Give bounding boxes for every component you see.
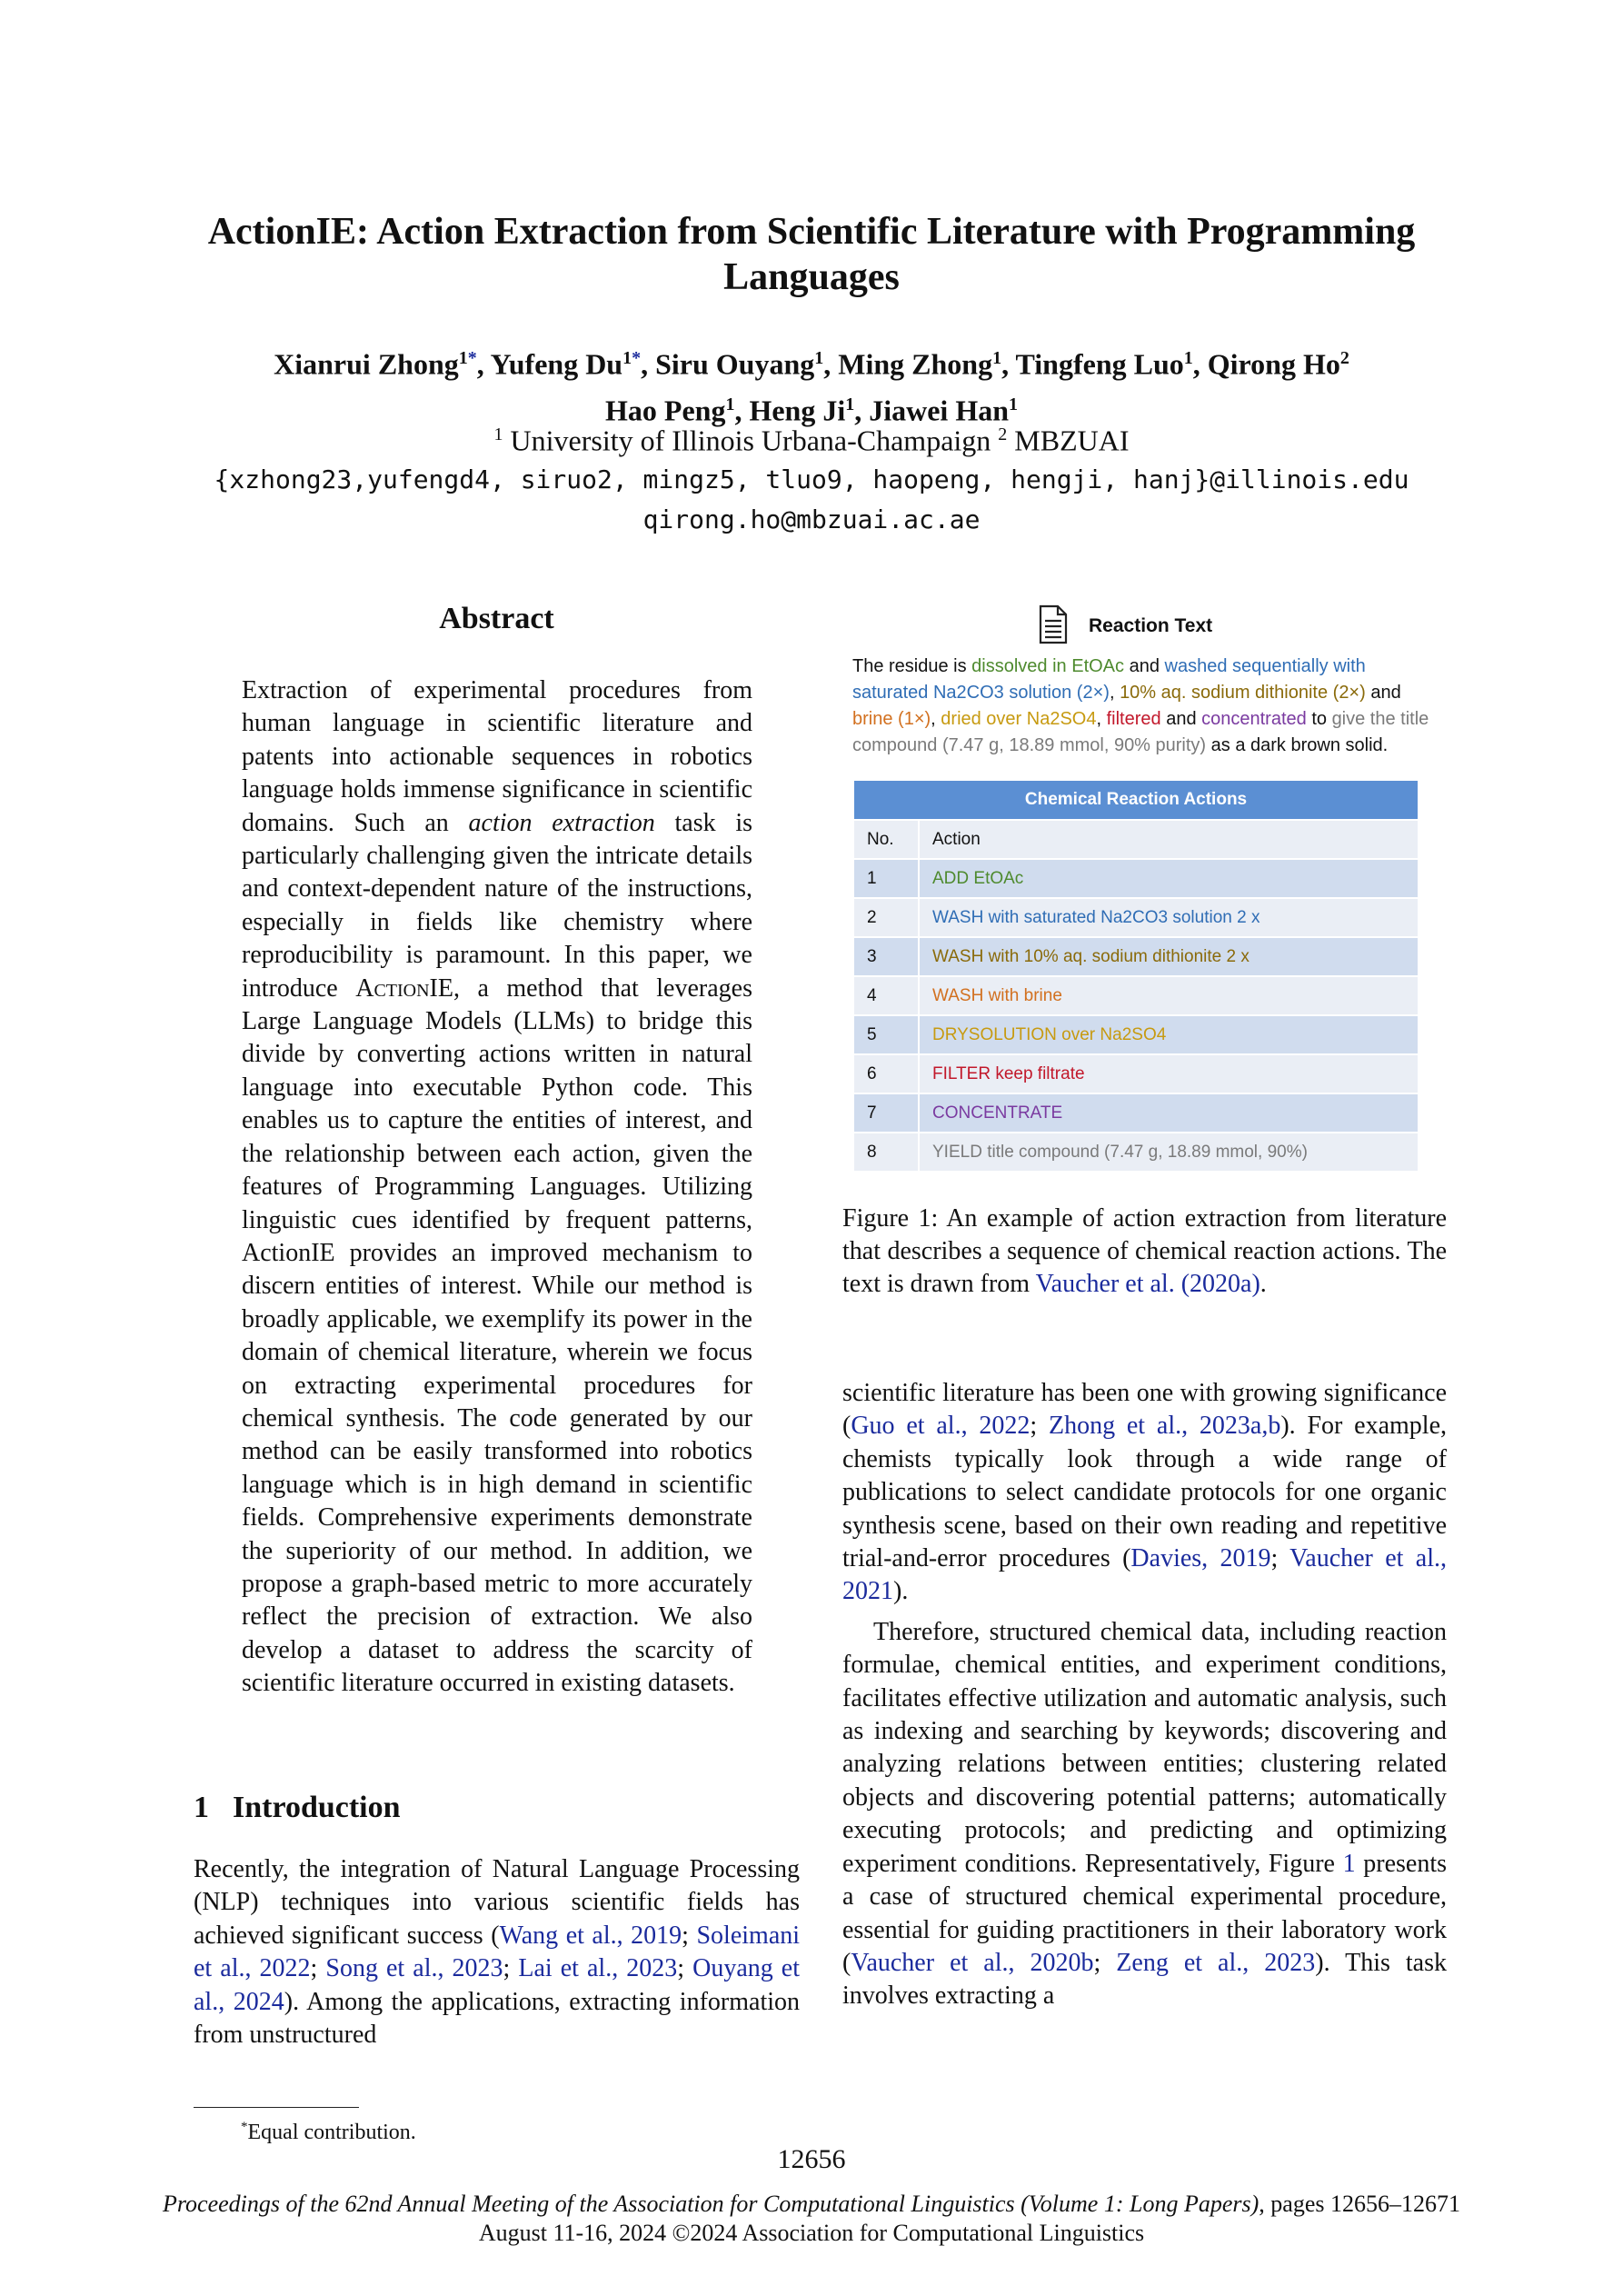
copyright-line: August 11-16, 2024 ©2024 Association for Computational Linguistics (478, 2220, 1145, 2246)
action-text: ADD EtOAc (919, 859, 1419, 898)
reaction-text-segment: filtered (1106, 709, 1161, 729)
footnote-rule (194, 2107, 359, 2108)
intro-paragraph (194, 1853, 800, 2051)
body-text: ). (893, 1577, 909, 1606)
abstract-body (242, 674, 752, 1701)
author-name: Ming Zhong (838, 347, 993, 381)
author-separator: , (823, 347, 839, 381)
chemical-reaction-actions-table (852, 779, 1419, 1173)
reaction-text-segment: to (1306, 709, 1332, 729)
author-affiliation-mark: 2 (1339, 348, 1349, 368)
body-text: presents a case of structured chemical experimental procedure, essential for guiding practitioners in their laboratory work ( (842, 1849, 1447, 1977)
author-separator: , (476, 347, 491, 381)
section-number: 1 (194, 1791, 209, 1824)
author-name: Hao Peng (605, 394, 726, 427)
abstract-italic-term: action extraction (468, 808, 655, 837)
paragraph (842, 1377, 1447, 1609)
paragraph (842, 1616, 1447, 2013)
abstract-text-1: Extraction of experimental procedures from human language in scientific literature and patents into actionable sequences in robotics language holds immense significance in scientific domains. Such an (242, 676, 752, 837)
reaction-text-segment: , (931, 709, 941, 729)
footnote-mark: * (241, 2120, 248, 2134)
table-row (853, 1054, 1419, 1093)
column-header-no: No. (853, 820, 919, 859)
reaction-text-segment: as a dark brown solid. (1206, 735, 1389, 755)
table-row (853, 976, 1419, 1015)
section-title: Introduction (233, 1791, 401, 1824)
reaction-text-segment: and (1365, 683, 1401, 703)
method-name-smallcaps: Action (355, 973, 430, 1003)
proceedings-footer (0, 2190, 1623, 2248)
citation-link[interactable]: Vaucher et al., 2021 (842, 1544, 1447, 1606)
reaction-text-body (852, 654, 1434, 759)
action-text: WASH with saturated Na2CO3 solution 2 x (919, 898, 1419, 937)
email-block (136, 460, 1487, 540)
action-text: FILTER keep filtrate (919, 1054, 1419, 1093)
author-name: Qirong Ho (1207, 347, 1340, 381)
caption-text: . (1260, 1270, 1267, 1298)
table-row (853, 937, 1419, 976)
equal-contribution-mark[interactable]: * (632, 348, 642, 368)
affiliation-1-name: University of Illinois Urbana-Champaign (510, 424, 991, 457)
email-line-2[interactable]: qirong.ho@mbzuai.ac.ae (642, 504, 981, 534)
action-text: WASH with 10% aq. sodium dithionite 2 x (919, 937, 1419, 976)
author-name: Tingfeng Luo (1015, 347, 1184, 381)
reaction-text-segment: dried over Na2SO4 (941, 709, 1097, 729)
author-name: Siru Ouyang (655, 347, 815, 381)
citation-separator: ; (677, 1954, 693, 1983)
citation-separator: ; (310, 1954, 326, 1983)
table-row (853, 1015, 1419, 1054)
citation-link[interactable]: Vaucher et al., 2020b (851, 1948, 1094, 1977)
reaction-text-segment: brine (1×) (852, 709, 931, 729)
intro-text: ). Among the applications, extracting information from unstructured (194, 1987, 801, 2050)
table-row (853, 859, 1419, 898)
author-name: Yufeng Du (490, 347, 623, 381)
body-text: ). This task involves extracting a (842, 1948, 1448, 2011)
citation-link[interactable]: Zeng et al., 2023 (1116, 1948, 1316, 1977)
equal-contribution-mark[interactable]: * (467, 348, 477, 368)
action-text: DRYSOLUTION over Na2SO4 (919, 1015, 1419, 1054)
reaction-text-segment: The residue is (852, 656, 972, 676)
reaction-text-segment: and (1160, 709, 1202, 729)
citation-separator: ; (682, 1921, 697, 1950)
page-number: 12656 (777, 2144, 846, 2174)
author-name: Heng Ji (749, 394, 846, 427)
action-text: YIELD title compound (7.47 g, 18.89 mmol, 90%) (919, 1133, 1419, 1172)
figure-caption (842, 1203, 1447, 1301)
reaction-text-segment: , (1096, 709, 1107, 729)
author-separator: , (1001, 347, 1016, 381)
author-affiliation-mark: 1 (622, 348, 632, 368)
author-affiliation-mark: 1 (1183, 348, 1193, 368)
reaction-text-segment: concentrated (1201, 709, 1307, 729)
table-header-row (853, 820, 1419, 859)
author-affiliation-mark: 1 (725, 394, 735, 414)
footnote (194, 2113, 416, 2146)
action-number: 2 (853, 898, 919, 937)
right-column-text (842, 1377, 1447, 2013)
reaction-text-segment: and (1124, 656, 1165, 676)
citation-separator: ; (503, 1954, 519, 1983)
table-row (853, 1133, 1419, 1172)
figure-ref-link[interactable]: 1 (1342, 1849, 1356, 1878)
author-affiliation-mark: 1 (992, 348, 1002, 368)
body-text: Therefore, structured chemical data, including reaction formulae, chemical entities, and experiment conditions, facilitates effective utilization and automatic analysis, such as indexing and searching by keywords; discovering and analyzing relations between entities; clustering related objects and discovering potential patterns; automatically executing protocols; and predicting and optimizing experiment conditions. Representatively, Figure (842, 1617, 1447, 1878)
abstract-text-2: task is particularly challenging given the intricate details and context-dependent nature of the instructions, especially in fields like chemistry where reproducibility is paramount. In this paper, we introduce (242, 808, 753, 1003)
author-name: Jiawei Han (869, 394, 1009, 427)
citation-separator: ; (1270, 1544, 1290, 1573)
table-row (853, 898, 1419, 937)
action-number: 7 (853, 1093, 919, 1133)
citation-year-link[interactable]: (2020a) (1180, 1270, 1260, 1298)
section-heading-introduction (194, 1791, 800, 1825)
caption-text: Figure 1: An example of action extraction from literature that describes a sequence of chemical reaction actions. The text is drawn from (842, 1204, 1447, 1298)
citation-link[interactable]: Davies, 2019 (1130, 1544, 1271, 1573)
citation-link[interactable]: Zhong et al., 2023a,b (1048, 1412, 1281, 1441)
reaction-text-segment: washed sequentially with saturated Na2CO3 solution (2×) (852, 656, 1366, 703)
author-separator: , (641, 347, 656, 381)
author-separator: , (734, 394, 750, 427)
reaction-text-segment: give the title compound (7.47 g, 18.89 mmol, 90% purity) (852, 709, 1429, 755)
abstract-heading: Abstract (439, 602, 554, 635)
action-number: 5 (853, 1015, 919, 1054)
action-number: 6 (853, 1054, 919, 1093)
abstract-text-3: , a method that leverages Large Language Models (LLMs) to bridge this divide by converting actions written in natural language into executable Python code. This enables us to capture the entities of interest, and the relationship between each action, given the features of Programming Languages. Utilizing linguistic cues identified by frequent patterns, ActionIE provides an improved mechanism to discern entities of interest. While our method is broadly applicable, we exemplify its power in the domain of chemical literature, wherein we focus on extracting experimental procedures for chemical synthesis. The code generated by our method can be easily transformed into robotics language which is in high demand in scientific fields. Comprehensive experiments demonstrate the superiority of our method. In addition, we propose a graph-based metric to more accurately reflect the precision of extraction. We also develop a dataset to address the scarcity of scientific literature occurred in existing datasets. (242, 973, 752, 1698)
citation-link[interactable]: Soleimani et al., 2022 (194, 1921, 801, 1983)
author-separator: , (1192, 347, 1208, 381)
footnote-text: Equal contribution. (247, 2121, 416, 2144)
column-header-action: Action (919, 820, 1419, 859)
citation-link[interactable]: Vaucher et al. (1035, 1270, 1175, 1298)
affiliation-1-number: 1 (493, 424, 503, 444)
affiliation-2-number: 2 (998, 424, 1008, 444)
venue-name: Proceedings of the 62nd Annual Meeting of the Association for Computational Linguistics (Volume 1: Long Papers) (163, 2191, 1260, 2217)
action-number: 4 (853, 976, 919, 1015)
body-text: scientific literature has been one with growing significance ( (842, 1379, 1447, 1441)
affiliation-2-name: MBZUAI (1014, 424, 1130, 457)
citation-separator: ; (1093, 1948, 1117, 1977)
action-text: CONCENTRATE (919, 1093, 1419, 1133)
venue-pages: , pages 12656–12671 (1259, 2191, 1460, 2217)
reaction-text-header (1038, 604, 1329, 648)
author-name: Xianrui Zhong (274, 347, 459, 381)
reaction-text-segment: dissolved in EtOAc (971, 656, 1125, 676)
author-affiliation-mark: 1 (1009, 394, 1018, 414)
citation-link[interactable]: Song et al., 2023 (325, 1954, 503, 1983)
document-icon (1038, 604, 1069, 644)
author-affiliation-mark: 1 (845, 394, 855, 414)
affiliations (136, 416, 1487, 459)
author-affiliation-mark: 1 (814, 348, 824, 368)
action-number: 8 (853, 1133, 919, 1172)
citation-separator: ; (1030, 1412, 1049, 1441)
body-text: ). For example, chemists typically look through a wide range of publications to select candidate protocols for one organic synthesis scene, based on their own reading and repetitive trial-and-error procedures ( (842, 1412, 1447, 1573)
reaction-text-label: Reaction Text (1089, 615, 1213, 636)
reaction-text-segment: 10% aq. sodium dithionite (2×) (1120, 683, 1366, 703)
reaction-text-segment: , (1109, 683, 1120, 703)
paper-title: ActionIE: Action Extraction from Scientific Literature with Programming Languages (207, 211, 1416, 298)
action-text: WASH with brine (919, 976, 1419, 1015)
citation-link[interactable]: Wang et al., 2019 (499, 1921, 682, 1950)
table-title: Chemical Reaction Actions (853, 780, 1419, 820)
citation-link[interactable]: Lai et al., 2023 (518, 1954, 678, 1983)
author-affiliation-mark: 1 (458, 348, 468, 368)
author-separator: , (854, 394, 870, 427)
email-line-1[interactable]: {xzhong23,yufengd4, siruo2, mingz5, tluo9, haopeng, hengji, hanj}@illinois.edu (214, 464, 1409, 494)
method-name-tail: IE (429, 973, 453, 1003)
citation-link[interactable]: Ouyang et al., 2024 (194, 1954, 801, 2016)
action-number: 1 (853, 859, 919, 898)
intro-text: Recently, the integration of Natural Language Processing (NLP) techniques into various scientific fields has achieved significant success ( (194, 1855, 800, 1950)
table-row (853, 1093, 1419, 1133)
citation-link[interactable]: Guo et al., 2022 (851, 1412, 1031, 1441)
action-number: 3 (853, 937, 919, 976)
